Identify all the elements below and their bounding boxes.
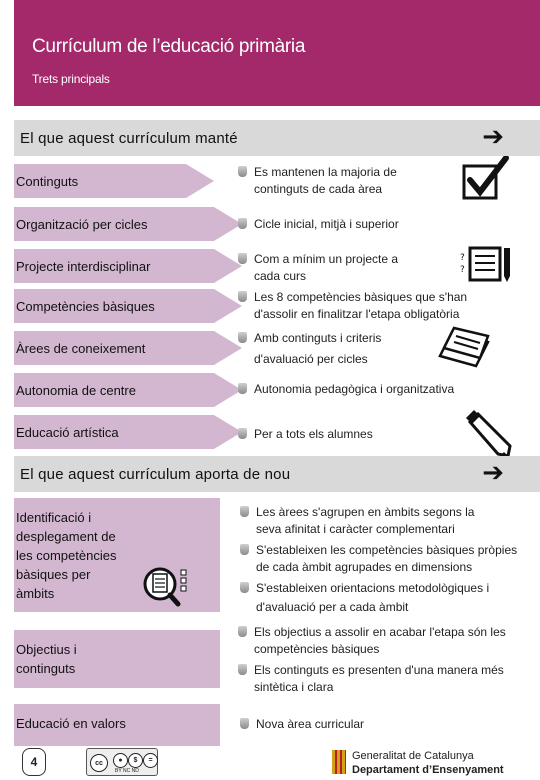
- bullet-orientacions: S'estableixen orientacions metodològiques i d'avaluació per a cada àmbit: [256, 580, 532, 616]
- bullet-autonomia: Autonomia pedagògica i organitzativa: [254, 381, 484, 398]
- creative-commons-logo: cc ● $ = BY NC ND: [86, 748, 158, 776]
- row-label-continguts: Continguts: [14, 164, 186, 198]
- bullet-arees-ambits: Les àrees s'agrupen en àmbits segons la seva afinitat i caràcter complementari: [256, 504, 532, 538]
- page-number: 4: [22, 748, 46, 776]
- checkbox-icon: [462, 156, 510, 200]
- section-title-keeps: El que aquest currículum manté: [20, 130, 238, 147]
- generalitat-name: Generalitat de Catalunya: [352, 750, 474, 762]
- bullet-icon: [238, 383, 247, 394]
- row-label-projecte: Projecte interdisciplinar: [14, 249, 214, 283]
- bullet-icon: [240, 582, 249, 593]
- block-label-objectius: Objectius i continguts: [14, 630, 220, 688]
- bullet-icon: [240, 544, 249, 555]
- block-label-competencies: Identificació i desplegament de les competències bàsiques per àmbits: [14, 498, 220, 612]
- row-label-artistica: Educació artística: [14, 415, 214, 449]
- bullet-continguts-sintetics: Els continguts es presenten d'una manera més sintètica i clara: [254, 662, 530, 696]
- checklist-icon: [458, 244, 514, 284]
- bullet-icon: [240, 718, 249, 729]
- bullet-competencies-propies: S'estableixen les competències bàsiques pròpies de cada àmbit agrupades en dimensions: [256, 542, 532, 576]
- bullet-competencies: Les 8 competències bàsiques que s'han d'assolir en finalitzar l'etapa obligatòria: [254, 289, 494, 323]
- bullet-cicles: Cicle inicial, mitjà i superior: [254, 216, 474, 233]
- generalitat-logo: [332, 750, 346, 774]
- svg-text:?: ?: [460, 265, 465, 275]
- bullet-nova-area: Nova àrea curricular: [256, 716, 456, 733]
- bullet-artistica: Per a tots els alumnes: [254, 426, 454, 443]
- documents-icon: [436, 326, 492, 368]
- department-name: Departament d’Ensenyament: [352, 764, 504, 776]
- bullet-icon: [238, 218, 247, 229]
- svg-text:?: ?: [460, 253, 465, 263]
- bullet-projecte: Com a mínim un projecte a cada curs: [254, 251, 444, 285]
- bullet-icon: [238, 291, 247, 302]
- bullet-icon: [238, 664, 247, 675]
- row-label-autonomia: Autonomia de centre: [14, 373, 214, 407]
- pencil-icon: [464, 408, 512, 458]
- bullet-icon: [240, 506, 249, 517]
- row-label-arees: Àrees de coneixement: [14, 331, 214, 365]
- section-bar-new: [14, 456, 540, 492]
- bullet-arees: Amb continguts i criteris d'avaluació per cicles: [254, 330, 434, 368]
- bullet-icon: [238, 332, 247, 343]
- section-bar-keeps: [14, 120, 540, 156]
- page-title: Currículum de l’educació primària: [32, 36, 306, 57]
- magnifier-document-icon: [140, 564, 188, 610]
- bullet-continguts: Es mantenen la majoria de continguts de cada àrea: [254, 164, 454, 198]
- arrow-right-icon: ➔: [482, 458, 504, 488]
- bullet-icon: [238, 626, 247, 637]
- bullet-objectius: Els objectius a assolir en acabar l'etapa són les competències bàsiques: [254, 624, 530, 658]
- page-subtitle: Trets principals: [32, 72, 110, 86]
- bullet-icon: [238, 166, 247, 177]
- header: [0, 0, 540, 106]
- bullet-icon: [238, 253, 247, 264]
- block-label-valors: Educació en valors: [14, 704, 220, 746]
- row-label-competencies: Competències bàsiques: [14, 289, 214, 323]
- section-title-new: El que aquest currículum aporta de nou: [20, 466, 291, 483]
- row-label-cicles: Organització per cicles: [14, 207, 214, 241]
- arrow-right-icon: ➔: [482, 122, 504, 152]
- bullet-icon: [238, 428, 247, 439]
